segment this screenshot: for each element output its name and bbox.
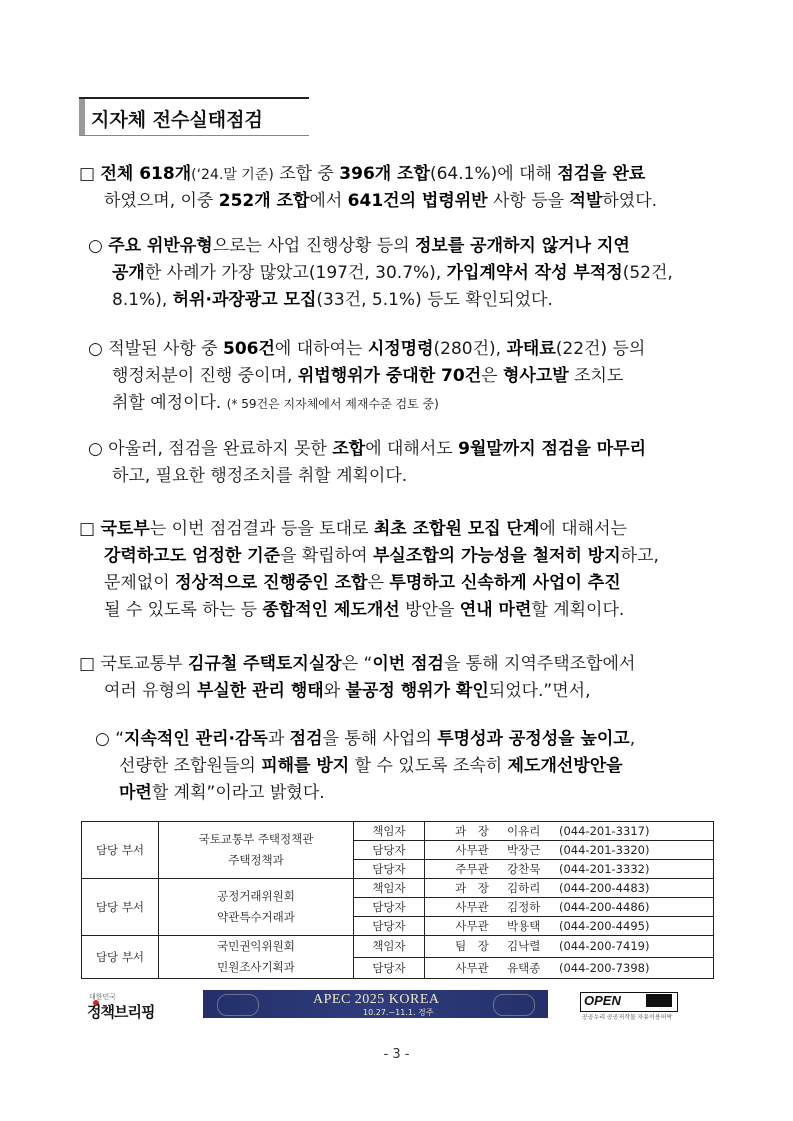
text-run: (‘24.말 기준) [191, 167, 274, 183]
contact-position: 팀 장 [455, 939, 489, 954]
bold-text: 피해를 방지 [261, 756, 350, 776]
text-run: (* 59건은 지자체에서 제재수준 검토 중) [226, 397, 439, 411]
text-run: 할 계획이다. [531, 600, 625, 620]
paragraph-2 [88, 233, 673, 314]
contact-position: 사무관 [455, 900, 489, 914]
org-line: 민원조사기획과 [217, 960, 295, 974]
bold-text: 공개 [112, 263, 145, 283]
paragraph-5 [79, 516, 659, 624]
bold-text: 국토부 [100, 519, 150, 539]
paragraph-6 [79, 651, 635, 705]
contact-person [425, 879, 714, 898]
apec-decoration [217, 994, 259, 1016]
org-line: 주택정책과 [228, 853, 284, 867]
text-run: 할 계획”이라고 밝혔다. [151, 783, 325, 803]
text-run: ○ “ [95, 729, 125, 749]
contact-name: 김정하 [507, 900, 541, 914]
contact-person [425, 898, 714, 917]
contact-role: 담당자 [354, 860, 425, 879]
contact-name: 박용택 [507, 919, 541, 933]
contact-person [425, 936, 714, 958]
org-line: 국민권익위원회 [217, 939, 295, 953]
policy-briefing-logo [85, 990, 175, 1022]
open-license-logo [580, 990, 678, 1020]
bold-text: 강력하고도 엄정한 기준 [104, 546, 281, 566]
text-line [88, 363, 645, 390]
contact-phone: (044-200-7398) [559, 960, 650, 975]
text-line [79, 543, 659, 570]
bold-text: 정상적으로 진행중인 조합 [175, 573, 368, 593]
text-run: ○ 적발된 사항 중 [88, 339, 223, 359]
text-run: (22건) 등의 [555, 339, 646, 359]
contact-position: 사무관 [455, 919, 489, 933]
bold-text: 이번 점검 [372, 654, 444, 674]
contact-name: 이유리 [507, 824, 541, 838]
paragraph-1 [79, 161, 657, 215]
dept-label: 담당 부서 [82, 879, 159, 936]
section-title-accent [79, 99, 85, 135]
text-line [95, 753, 635, 780]
text-run: ○ [88, 236, 109, 256]
bold-text: 투명성과 공정성을 높이고 [437, 729, 630, 749]
contact-phone: (044-200-7419) [559, 939, 650, 954]
bold-text: 시정명령 [367, 339, 434, 359]
text-line [79, 597, 659, 624]
text-run: 는 이번 점검결과 등을 토대로 [149, 519, 374, 539]
org-line: 약관특수거래과 [217, 910, 295, 924]
dept-label: 담당 부서 [82, 936, 159, 979]
text-line [88, 463, 646, 490]
text-run: 에 대해서는 [539, 519, 627, 539]
contact-row [82, 879, 714, 898]
text-line [79, 651, 635, 678]
text-run: 으로는 사업 진행상황 등의 [212, 236, 415, 256]
contact-phone: (044-200-4486) [559, 900, 650, 914]
bold-text: 주요 위반유형 [108, 236, 213, 256]
text-run: 은 [481, 366, 503, 386]
text-run: ○ 아울러, 점검을 완료하지 못한 [88, 439, 333, 459]
text-run: 되었다.”면서, [488, 681, 591, 701]
text-run: 조합 중 [273, 164, 340, 184]
bold-text: 투명하고 신속하게 사업이 추진 [389, 573, 621, 593]
section-title: 지자체 전수실태점검 [91, 109, 263, 131]
text-line [79, 678, 635, 705]
text-line [88, 233, 673, 260]
text-run: 여러 유형의 [104, 681, 197, 701]
text-run: 하고, [620, 546, 659, 566]
open-license-icon [646, 994, 672, 1007]
bold-text: 부실조합의 가능성을 철저히 방지 [372, 546, 621, 566]
text-line [79, 570, 659, 597]
bold-text: 점검을 완료 [557, 164, 646, 184]
contact-position: 사무관 [455, 960, 489, 975]
text-line [79, 188, 657, 215]
bold-text: 점검 [289, 729, 323, 749]
text-run: 취할 예정이다. [112, 393, 227, 413]
bold-text: 전체 618개 [100, 164, 192, 184]
contact-role: 책임자 [354, 936, 425, 958]
contact-position: 과 장 [455, 881, 489, 895]
bold-text: 정보를 공개하지 않거나 지연 [414, 236, 630, 256]
text-run: 행정처분이 진행 중이며, [112, 366, 298, 386]
org-line: 국토교통부 주택정책관 [198, 832, 314, 846]
bold-text: 불공정 행위가 확인 [345, 681, 489, 701]
contact-name: 강찬묵 [507, 862, 541, 876]
contact-phone: (044-200-4495) [559, 919, 650, 933]
paragraph-3 [88, 336, 645, 417]
page-number: - 3 - [383, 1047, 410, 1062]
text-line [95, 780, 635, 807]
bold-text: 조합 [332, 439, 366, 459]
text-run: (64.1%)에 대해 [429, 164, 558, 184]
apec-decoration [493, 994, 535, 1016]
contact-row [82, 936, 714, 958]
apec-banner [203, 990, 548, 1018]
contact-name: 김낙렬 [507, 939, 541, 954]
bold-text: 641건의 법령위반 [347, 191, 488, 211]
text-run: □ [79, 519, 101, 539]
bold-text: 506건 [222, 339, 275, 359]
bold-text: 김규철 주택토지실장 [187, 654, 342, 674]
text-run: 을 확립하여 [280, 546, 373, 566]
text-run: □ 국토교통부 [79, 654, 188, 674]
contact-role: 책임자 [354, 879, 425, 898]
text-run: 될 수 있도록 하는 등 [104, 600, 263, 620]
bold-text: 제도개선방안을 [507, 756, 623, 776]
contact-role: 담당자 [354, 957, 425, 979]
org-line: 공정거래위원회 [217, 889, 295, 903]
contact-person [425, 822, 714, 841]
bold-text: 과태료 [506, 339, 556, 359]
bold-text: 부실한 관리 행태 [196, 681, 324, 701]
text-line [79, 161, 657, 188]
apec-subtitle: 10.27.~11.1. 경주 [363, 1008, 434, 1017]
contact-phone: (044-200-4483) [559, 881, 650, 895]
text-run: 사항 등을 [487, 191, 570, 211]
text-line [95, 726, 635, 753]
bold-text: 연내 마련 [459, 600, 532, 620]
bold-text: 종합적인 제도개선 [262, 600, 400, 620]
bold-text: 허위·과장광고 모집 [172, 290, 317, 310]
bold-text: 지속적인 관리·감독 [124, 729, 268, 749]
text-line [79, 516, 659, 543]
text-run: 조치도 [568, 366, 624, 386]
contact-role: 담당자 [354, 898, 425, 917]
text-run: 과 [267, 729, 290, 749]
open-logo-word: OPEN [584, 993, 621, 1008]
contact-phone: (044-201-3320) [559, 843, 650, 857]
contact-table [81, 821, 714, 979]
bold-text: 마련 [119, 783, 152, 803]
text-run: 8.1%), [112, 290, 173, 310]
text-run: 은 [367, 573, 390, 593]
text-run: 선량한 조합원들의 [119, 756, 262, 776]
bold-text: 형사고발 [502, 366, 569, 386]
text-run: (280건), [433, 339, 507, 359]
text-line [88, 260, 673, 287]
contact-position: 사무관 [455, 843, 489, 857]
paragraph-7 [95, 726, 635, 807]
contact-phone: (044-201-3332) [559, 862, 650, 876]
contact-role: 담당자 [354, 917, 425, 936]
logo-top-text: 대한민국 [89, 994, 117, 1001]
text-line [88, 287, 673, 314]
open-logo-subtext: 공공누리 공공저작물 자유이용허락 [582, 1015, 673, 1021]
section-title-box [79, 97, 309, 136]
contact-position: 과 장 [455, 824, 489, 838]
bold-text: 가입계약서 작성 부적정 [446, 263, 623, 283]
text-run: , [629, 729, 636, 749]
contact-row [82, 822, 714, 841]
bold-text: 252개 조합 [218, 191, 310, 211]
dept-label: 담당 부서 [82, 822, 159, 879]
paragraph-4 [88, 436, 646, 490]
text-run: (52건, [622, 263, 673, 283]
text-run: 문제없이 [104, 573, 176, 593]
org-name [159, 879, 354, 936]
contact-name: 박장근 [507, 843, 541, 857]
text-line [88, 390, 645, 417]
contact-name: 유택종 [507, 960, 541, 975]
apec-title: APEC 2025 KOREA [313, 992, 440, 1007]
text-run: (33건, 5.1%) 등도 확인되었다. [316, 290, 553, 310]
text-run: 에서 [309, 191, 348, 211]
text-line [88, 436, 646, 463]
text-run: 한 사례가 가장 많았고(197건, 30.7%), [144, 263, 447, 283]
org-name [159, 822, 354, 879]
contact-person [425, 841, 714, 860]
bold-text: 9월말까지 점검을 마무리 [458, 439, 646, 459]
contact-person [425, 957, 714, 979]
text-run: 할 수 있도록 조속히 [349, 756, 508, 776]
contact-person [425, 860, 714, 879]
bold-text: 위법행위가 중대한 70건 [297, 366, 482, 386]
bold-text: 396개 조합 [339, 164, 430, 184]
text-line [88, 336, 645, 363]
bold-text: 최초 조합원 모집 단계 [373, 519, 540, 539]
bold-text: 적발 [569, 191, 603, 211]
text-run: 을 통해 지역주택조합에서 [443, 654, 636, 674]
contact-role: 담당자 [354, 841, 425, 860]
contact-phone: (044-201-3317) [559, 824, 650, 838]
org-name [159, 936, 354, 979]
text-run: 은 “ [341, 654, 373, 674]
contact-name: 김하리 [507, 881, 541, 895]
text-run: 와 [323, 681, 346, 701]
text-run: 에 대해서도 [365, 439, 459, 459]
logo-main-text: 정책브리핑 [87, 1004, 155, 1021]
text-run: 하였으며, 이중 [104, 191, 219, 211]
text-run: 하였다. [602, 191, 658, 211]
contact-person [425, 917, 714, 936]
text-run: 하고, 필요한 행정조치를 취할 계획이다. [112, 466, 408, 486]
text-run: □ [79, 164, 101, 184]
contact-position: 주무관 [455, 862, 489, 876]
text-run: 에 대하여는 [274, 339, 368, 359]
text-run: 을 통해 사업의 [322, 729, 438, 749]
contact-role: 책임자 [354, 822, 425, 841]
text-run: 방안을 [399, 600, 460, 620]
